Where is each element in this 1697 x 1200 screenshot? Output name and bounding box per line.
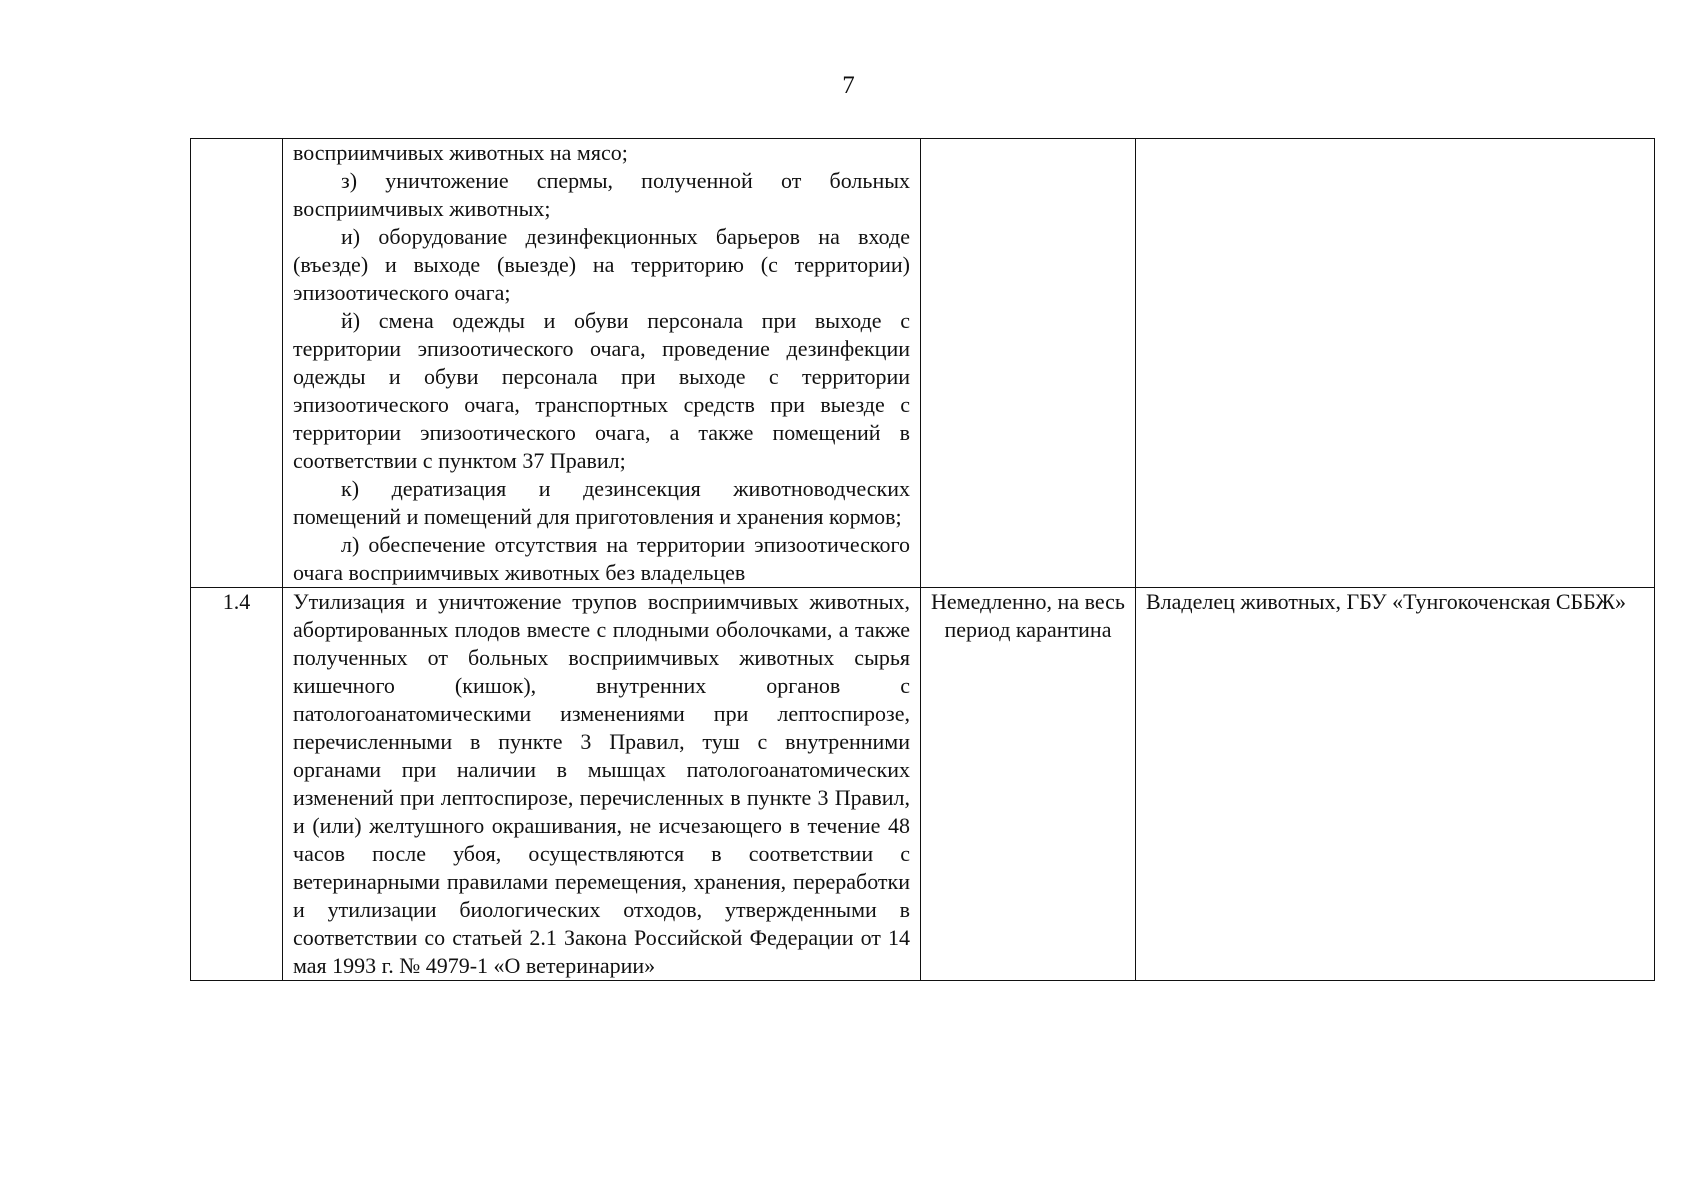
measure-cell <box>283 139 921 588</box>
measure-paragraph: восприимчивых животных на мясо; <box>293 140 628 165</box>
measure-item-i: и) оборудование дезинфекционных барьеров на входе (въезде) и выходе (выезде) на территорию (с территории) эпизоотического очага; <box>293 224 910 305</box>
measure-item-k: к) дератизация и дезинсекция животноводческих помещений и помещений для приготовления и хранения кормов; <box>293 476 910 529</box>
table-row-1-4 <box>191 588 1655 981</box>
measure-item-l: л) обеспечение отсутствия на территории эпизоотического очага восприимчивых животных без владельцев <box>293 532 910 585</box>
responsible-cell <box>1136 588 1655 981</box>
measure-item-z: з) уничтожение спермы, полученной от больных восприимчивых животных; <box>293 168 910 221</box>
table-row-continuation <box>191 139 1655 588</box>
measure-paragraph: Утилизация и уничтожение трупов восприимчивых животных, абортированных плодов вместе с плодными оболочками, а также полученных от больных восприимчивых животных сырья кишечного (кишок), внутренних органов с патологоанатомическими изменениями при лептоспирозе, перечисленными в пункте 3 Правил, туш с внутренними органами при наличии в мышцах патологоанатомических изменений при лептоспирозе, перечисленных в пункте 3 Правил, и (или) желтушного окрашивания, не исчезающего в течение 48 часов после убоя, осуществляются в соответствии с ветеринарными правилами перемещения, хранения, переработки и утилизации биологических отходов, утвержденными в соответствии со статьей 2.1 Закона Российской Федерации от 14 мая 1993 г. № 4979-1 «О ветеринарии» <box>293 589 910 978</box>
row-number-cell <box>191 139 283 588</box>
measures-table <box>190 138 1655 981</box>
term-cell: Немедленно, на весь период карантина <box>921 588 1136 981</box>
measure-item-y: й) смена одежды и обуви персонала при выходе с территории эпизоотического очага, проведение дезинфекции одежды и обуви персонала при выходе с территории эпизоотического очага, транспортных средств при выезде с территории эпизоотического очага, а также помещений в соответствии с пунктом 37 Правил; <box>293 308 910 473</box>
responsible-text: Владелец животных, ГБУ «Тунгокоченская СББЖ» <box>1146 589 1626 614</box>
term-cell <box>921 139 1136 588</box>
row-number-cell: 1.4 <box>191 588 283 981</box>
responsible-cell <box>1136 139 1655 588</box>
measure-cell <box>283 588 921 981</box>
page-number: 7 <box>842 72 855 99</box>
